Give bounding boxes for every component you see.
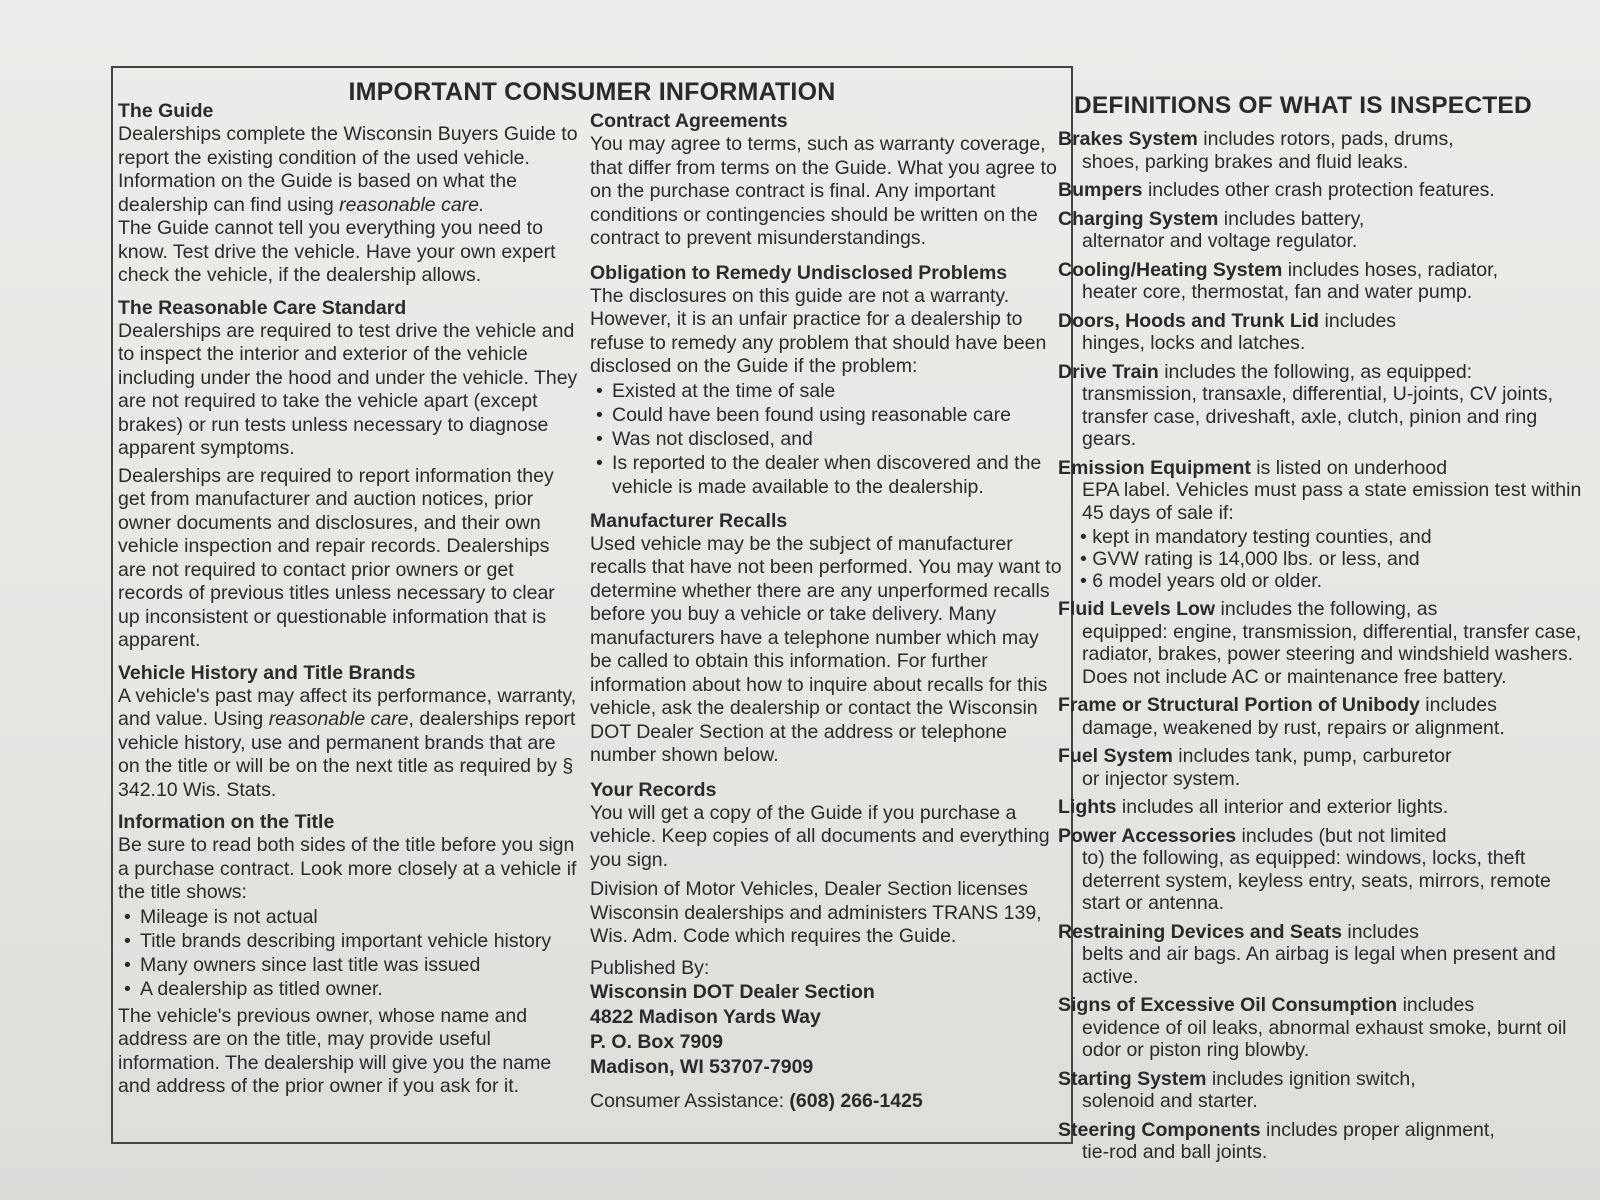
definition-continuation: tie-rod and ball joints. <box>1082 1141 1268 1163</box>
definition-term: Bumpers <box>1058 179 1143 201</box>
list-item: • 6 model years old or older. <box>1080 570 1593 592</box>
guide-paragraph <box>118 123 578 288</box>
information-title-paragraph: Be sure to read both sides of the title before you sign a purchase contract. Look more closely at a vehicle if the title shows: <box>118 834 577 903</box>
list-item: • Was not disclosed, and <box>596 427 1065 451</box>
definition-item <box>1058 208 1593 253</box>
definition-continuation: or injector system. <box>1082 767 1241 790</box>
list-item: • Many owners since last title was issued <box>124 953 578 977</box>
list-item: • Mileage is not actual <box>124 905 578 929</box>
definition-text: includes other crash protection features. <box>1142 179 1495 201</box>
definition-item <box>1058 825 1593 915</box>
definition-text: includes the following, as <box>1215 598 1438 620</box>
guide-text-2: The Guide cannot tell you everything you need to know. Test drive the vehicle. Have your own expert check the vehicle, if the dealership allows. <box>118 217 556 286</box>
definition-continuation: heater core, thermostat, fan and water pump. <box>1082 281 1473 303</box>
definition-term: Frame or Structural Portion of Unibody <box>1058 694 1420 716</box>
definition-item <box>1058 694 1593 739</box>
heading-reasonable-care: The Reasonable Care Standard <box>118 296 407 319</box>
publisher-street: 4822 Madison Yards Way <box>590 1006 821 1028</box>
definition-continuation: EPA label. Vehicles must pass a state emission test within 45 days of sale if: <box>1082 479 1582 524</box>
title-bullet-list <box>118 905 578 1001</box>
definition-term: Starting System <box>1058 1067 1207 1090</box>
dmv-paragraph: Division of Motor Vehicles, Dealer Section licenses Wisconsin dealerships and administers TRANS 139, Wis. Adm. Code which requires the Guide. <box>590 878 1042 947</box>
contract-agreements-paragraph: You may agree to terms, such as warranty coverage, that differ from terms on the Guide. What you agree to on the purchase contract is final. Any important conditions or contingencies should be written on the contract to prevent misunderstandings. <box>590 133 1057 249</box>
definition-text: is listed on underhood <box>1250 456 1448 479</box>
list-item: • Existed at the time of sale <box>596 379 1065 403</box>
definition-item <box>1058 994 1593 1062</box>
definition-term: Restraining Devices and Seats <box>1058 920 1342 943</box>
definition-text: includes tank, pump, carburetor <box>1172 745 1452 767</box>
list-item: • A dealership as titled owner. <box>124 977 578 1001</box>
heading-information-title: Information on the Title <box>118 811 335 833</box>
consumer-info-title: IMPORTANT CONSUMER INFORMATION <box>348 78 836 106</box>
definition-continuation: shoes, parking brakes and fluid leaks. <box>1082 150 1409 173</box>
definition-text: includes rotors, pads, drums, <box>1197 128 1454 150</box>
definition-continuation: belts and air bags. An airbag is legal when present and active. <box>1082 943 1556 988</box>
definition-item <box>1058 1068 1593 1113</box>
reasonable-care-paragraph-2: Dealerships are required to report information they get from manufacturer and auction notices, prior owner documents and disclosures, and their own vehicle inspection and repair records. Dealerships are not required to contact prior owners or get records of previous titles unless necessary to clear up inconsistent or questionable information that is apparent. <box>118 464 555 651</box>
definition-continuation: evidence of oil leaks, abnormal exhaust smoke, burnt oil odor or piston ring blowby. <box>1082 1016 1567 1061</box>
column-right <box>1058 92 1593 1170</box>
definition-item <box>1058 921 1593 989</box>
definition-term: Fluid Levels Low <box>1058 598 1216 620</box>
consumer-assistance <box>590 1090 1065 1114</box>
definition-term: Lights <box>1058 796 1117 818</box>
definition-term: Brakes System <box>1058 128 1198 150</box>
published-by-label: Published By: <box>590 956 710 979</box>
definition-continuation: alternator and voltage regulator. <box>1082 230 1358 252</box>
column-middle <box>590 110 1065 1114</box>
guide-text: Dealerships complete the Wisconsin Buyers Guide to report the existing condition of the used vehicle. Information on the Guide is based on what the dealership can find using <box>118 123 578 216</box>
definition-item <box>1058 361 1593 451</box>
definition-term: Fuel System <box>1058 745 1173 767</box>
consumer-assistance-phone: (608) 266-1425 <box>789 1090 923 1112</box>
publisher-po-box: P. O. Box 7909 <box>590 1031 723 1053</box>
definition-term: Charging System <box>1058 207 1219 230</box>
reasonable-care-paragraph-1: Dealerships are required to test drive the vehicle and to inspect the interior and exterior of the vehicle including under the hood and under the vehicle. They are not required to take the vehicle apart (except brakes) or run tests unless necessary to diagnose apparent symptoms. <box>118 319 578 459</box>
publisher-name: Wisconsin DOT Dealer Section <box>590 981 875 1003</box>
definition-term: Signs of Excessive Oil Consumption <box>1058 994 1398 1016</box>
heading-contract-agreements: Contract Agreements <box>590 110 788 132</box>
definition-continuation: solenoid and starter. <box>1082 1090 1258 1112</box>
definition-item <box>1058 598 1593 688</box>
publisher-city: Madison, WI 53707-7909 <box>590 1056 814 1078</box>
definition-item <box>1058 457 1593 525</box>
heading-obligation-remedy: Obligation to Remedy Undisclosed Problems <box>590 261 1008 284</box>
definition-item <box>1058 745 1593 790</box>
emission-bullet-list <box>1058 526 1593 592</box>
definition-text: includes (but not limited <box>1236 824 1447 847</box>
definition-text: includes the following, as equipped: <box>1158 360 1473 383</box>
definition-item <box>1058 310 1593 355</box>
definition-item <box>1058 796 1593 819</box>
vehicle-history-paragraph <box>118 685 578 803</box>
definition-continuation: damage, weakened by rust, repairs or alignment. <box>1082 716 1505 739</box>
definition-item <box>1058 1119 1593 1164</box>
your-records-paragraph: You will get a copy of the Guide if you purchase a vehicle. Keep copies of all documents and everything you sign. <box>590 801 1050 871</box>
definition-text: includes ignition switch, <box>1206 1067 1416 1090</box>
definitions-list <box>1058 128 1593 1164</box>
list-item: • Could have been found using reasonable care <box>596 403 1065 427</box>
definition-term: Power Accessories <box>1058 824 1237 847</box>
vehicle-history-text-b: , dealerships report vehicle history, use and permanent brands that are on the title or will be on the next title as required by § 342.10 Wis. Stats. <box>118 708 576 801</box>
vehicle-history-text-a: A vehicle's past may affect its performance, warranty, and value. Using <box>118 684 577 730</box>
definition-continuation: equipped: engine, transmission, differential, transfer case, radiator, brakes, power steering and windshield washers. Does not include AC or maintenance free battery. <box>1082 620 1582 688</box>
consumer-assistance-label: Consumer Assistance: <box>590 1090 790 1112</box>
list-item: • Is reported to the dealer when discovered and the vehicle is made available to the dealership. <box>596 451 1065 499</box>
definition-text: includes proper alignment, <box>1260 1118 1495 1141</box>
obligation-paragraph: The disclosures on this guide are not a warranty. However, it is an unfair practice for a dealership to refuse to remedy any problem that should have been disclosed on the Guide if the problem: <box>590 284 1047 377</box>
list-item: • Title brands describing important vehicle history <box>124 929 578 953</box>
definition-term: Steering Components <box>1058 1118 1261 1141</box>
definition-term: Cooling/Heating System <box>1058 258 1283 281</box>
definition-continuation: transmission, transaxle, differential, U-joints, CV joints, transfer case, driveshaft, axle, clutch, pinion and ring gears. <box>1082 383 1554 450</box>
definition-term: Doors, Hoods and Trunk Lid <box>1058 309 1320 332</box>
definition-text: includes <box>1319 309 1397 332</box>
definition-text: includes <box>1397 994 1475 1016</box>
list-item: • GVW rating is 14,000 lbs. or less, and <box>1080 548 1593 570</box>
heading-the-guide: The Guide <box>118 100 214 122</box>
definition-text: includes all interior and exterior lights. <box>1116 796 1449 818</box>
list-item: • kept in mandatory testing counties, and <box>1080 526 1593 548</box>
heading-manufacturer-recalls: Manufacturer Recalls <box>590 509 788 532</box>
definition-item <box>1058 179 1593 202</box>
previous-owner-paragraph: The vehicle's previous owner, whose name and address are on the title, may provide useful information. The dealership will give you the name and address of the prior owner if you ask for it. <box>118 1004 552 1097</box>
definition-continuation: to) the following, as equipped: windows, locks, theft deterrent system, keyless entry, seats, mirrors, remote start or antenna. <box>1082 847 1551 914</box>
definition-text: includes battery, <box>1218 207 1365 230</box>
definition-term: Emission Equipment <box>1058 456 1251 479</box>
column-left <box>118 100 578 1099</box>
definition-term: Drive Train <box>1058 360 1159 383</box>
obligation-bullet-list <box>590 379 1065 499</box>
guide-emphasis: reasonable care. <box>339 193 485 216</box>
definition-item <box>1058 259 1593 304</box>
definition-text: includes hoses, radiator, <box>1282 258 1498 281</box>
definition-text: includes <box>1341 920 1419 943</box>
definition-continuation: hinges, locks and latches. <box>1082 332 1306 354</box>
definition-text: includes <box>1419 694 1497 716</box>
heading-your-records: Your Records <box>590 778 717 801</box>
heading-vehicle-history: Vehicle History and Title Brands <box>118 661 416 684</box>
definitions-title: DEFINITIONS OF WHAT IS INSPECTED <box>1074 92 1532 119</box>
vehicle-history-emphasis: reasonable care <box>268 708 409 730</box>
definition-item <box>1058 128 1593 173</box>
manufacturer-recalls-paragraph: Used vehicle may be the subject of manufacturer recalls that have not been performed. You may want to determine whether there are any unperformed recalls before you buy a vehicle or take delivery. Many manufacturers have a telephone number which may be called to obtain this information. For further information about how to inquire about recalls for this vehicle, ask the dealership or contact the Wisconsin DOT Dealer Section at the address or telephone number shown below. <box>590 532 1062 766</box>
